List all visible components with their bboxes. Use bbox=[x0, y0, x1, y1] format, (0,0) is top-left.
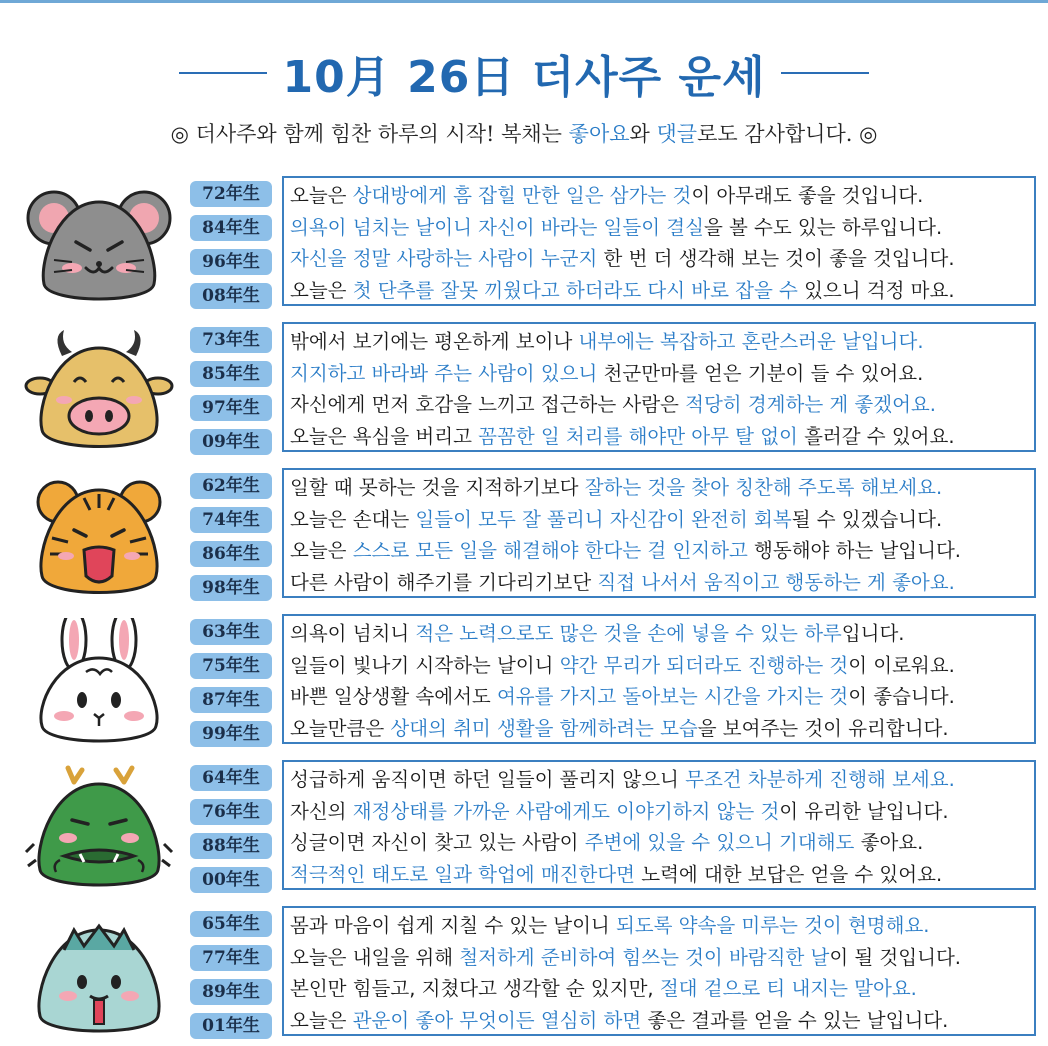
fortune-line bbox=[290, 567, 1028, 599]
year-badge: 88年生 bbox=[190, 833, 272, 859]
fortune-line bbox=[290, 243, 1028, 275]
plain-text: 다른 사람이 해주기를 기다리기보단 bbox=[290, 570, 598, 594]
fortune-row bbox=[0, 468, 1048, 602]
year-badge: 08年生 bbox=[190, 283, 272, 309]
year-badge: 75年生 bbox=[190, 653, 272, 679]
year-badge: 84年生 bbox=[190, 215, 272, 241]
year-badge: 00年生 bbox=[190, 867, 272, 893]
highlight-text: 재정상태를 가까운 사람에게도 이야기하지 않는 것 bbox=[352, 799, 780, 823]
highlight-text: 주변에 있을 수 있으니 기대해도 bbox=[584, 831, 855, 854]
fortune-box bbox=[282, 614, 1036, 744]
plain-text: 될 수 있겠습니다. bbox=[791, 507, 943, 531]
highlight-text: 첫 단추를 잘못 끼웠다고 하더라도 다시 바로 잡을 수 bbox=[352, 278, 798, 302]
highlight-text: 적극적인 태도로 일과 학업에 매진한다면 bbox=[290, 862, 636, 886]
fortune-line bbox=[290, 389, 1028, 421]
plain-text: 바쁜 일상생활 속에서도 bbox=[290, 685, 497, 708]
year-badge: 65年生 bbox=[190, 911, 272, 937]
highlight-text: 상대의 취미 생활을 함께하려는 모습 bbox=[390, 716, 698, 740]
year-badge: 98年生 bbox=[190, 575, 272, 601]
plain-text: 한 번 더 생각해 보는 것이 좋을 것입니다. bbox=[597, 247, 955, 270]
year-badge: 74年生 bbox=[190, 507, 272, 533]
fortune-box bbox=[282, 906, 1036, 1036]
year-badge: 62年生 bbox=[190, 473, 272, 499]
year-badge: 09年生 bbox=[190, 429, 272, 455]
fortune-line bbox=[290, 358, 1028, 390]
fortune-line bbox=[290, 326, 1028, 358]
highlight-text: 약간 무리가 되더라도 진행하는 것 bbox=[559, 653, 849, 677]
plain-text: 자신에게 먼저 호감을 느끼고 접근하는 사람은 bbox=[290, 393, 686, 416]
plain-text: 을 볼 수도 있는 하루입니다. bbox=[703, 215, 943, 239]
year-badges bbox=[190, 468, 274, 602]
year-badge: 85年生 bbox=[190, 361, 272, 387]
year-badge: 77年生 bbox=[190, 945, 272, 971]
year-badge: 96年生 bbox=[190, 249, 272, 275]
highlight-text: 자신을 정말 사랑하는 사람이 누군지 bbox=[290, 247, 598, 270]
title-rule-right bbox=[781, 72, 869, 74]
highlight-text: 잘하는 것을 찾아 칭찬해 주도록 해보세요. bbox=[584, 476, 943, 499]
plain-text: 천군만마를 얻은 기분이 들 수 있어요. bbox=[597, 361, 924, 385]
highlight-text: 적당히 경계하는 게 좋겠어요. bbox=[685, 393, 936, 416]
highlight-text: 절대 겉으로 티 내지는 말아요. bbox=[659, 977, 917, 1000]
plain-text: 입니다. bbox=[841, 622, 905, 645]
rat-icon bbox=[24, 180, 174, 310]
year-badge: 76年生 bbox=[190, 799, 272, 825]
plain-text: 좋은 결과를 얻을 수 있는 날입니다. bbox=[641, 1008, 949, 1032]
tiger-icon bbox=[24, 472, 174, 602]
fortune-line bbox=[290, 859, 1028, 891]
year-badge: 63年生 bbox=[190, 619, 272, 645]
year-badges bbox=[190, 906, 274, 1040]
fortune-line bbox=[290, 942, 1028, 974]
fortune-line bbox=[290, 713, 1028, 745]
fortune-line bbox=[290, 180, 1028, 212]
fortune-box bbox=[282, 468, 1036, 598]
dragon-icon bbox=[24, 764, 174, 894]
plain-text: 오늘은 bbox=[290, 278, 353, 302]
plain-text: 싱글이면 자신이 찾고 있는 사람이 bbox=[290, 831, 585, 854]
title-rule-left bbox=[179, 72, 267, 74]
subtitle-like: 좋아요 bbox=[568, 122, 630, 146]
highlight-text: 여유를 가지고 돌아보는 시간을 가지는 것 bbox=[496, 685, 849, 708]
fortune-line bbox=[290, 504, 1028, 536]
plain-text: 을 보여주는 것이 유리합니다. bbox=[697, 716, 949, 740]
highlight-text: 철저하게 준비하여 힘쓰는 것이 바람직한 날 bbox=[459, 945, 830, 969]
highlight-text: 일들이 모두 잘 풀리니 자신감이 완전히 회복 bbox=[415, 507, 792, 531]
fortune-line bbox=[290, 472, 1028, 504]
fortune-line bbox=[290, 796, 1028, 828]
plain-text: 일들이 빛나기 시작하는 날이니 bbox=[290, 653, 560, 677]
subtitle-comment: 댓글 bbox=[656, 122, 698, 146]
ox-icon bbox=[24, 326, 174, 456]
fortune-row bbox=[0, 760, 1048, 894]
fortune-row bbox=[0, 906, 1048, 1040]
plain-text: 오늘은 bbox=[290, 1008, 353, 1032]
highlight-text: 스스로 모든 일을 해결해야 한다는 걸 인지하고 bbox=[352, 539, 748, 562]
subtitle-mid: 와 bbox=[629, 122, 657, 146]
plain-text: 의욕이 넘치니 bbox=[290, 622, 416, 645]
fortune-row bbox=[0, 176, 1048, 310]
subtitle-suffix: 로도 감사합니다. ◎ bbox=[697, 122, 878, 146]
fortune-box bbox=[282, 176, 1036, 306]
subtitle-prefix: ◎ 더사주와 함께 힘찬 하루의 시작! 복채는 bbox=[170, 122, 569, 146]
year-badge: 73年生 bbox=[190, 327, 272, 353]
fortune-row bbox=[0, 614, 1048, 748]
highlight-text: 되도록 약속을 미루는 것이 현명해요. bbox=[615, 914, 930, 937]
plain-text: 이 유리한 날입니다. bbox=[779, 799, 949, 823]
plain-text: 일할 때 못하는 것을 지적하기보다 bbox=[290, 476, 585, 499]
subtitle bbox=[0, 118, 1048, 148]
plain-text: 있으니 걱정 마요. bbox=[797, 278, 955, 302]
title-bar bbox=[0, 38, 1048, 108]
rabbit-icon bbox=[24, 618, 174, 748]
plain-text: 성급하게 움직이면 하던 일들이 풀리지 않으니 bbox=[290, 768, 686, 791]
highlight-text: 꼼꼼한 일 처리를 해야만 아무 탈 없이 bbox=[478, 424, 798, 448]
plain-text: 오늘은 내일을 위해 bbox=[290, 945, 460, 969]
fortune-box bbox=[282, 322, 1036, 452]
plain-text: 오늘은 손대는 bbox=[290, 507, 416, 531]
top-border bbox=[0, 0, 1048, 3]
highlight-text: 관운이 좋아 무엇이든 열심히 하면 bbox=[352, 1008, 642, 1032]
year-badges bbox=[190, 176, 274, 310]
year-badge: 86年生 bbox=[190, 541, 272, 567]
plain-text: 몸과 마음이 쉽게 지칠 수 있는 날이니 bbox=[290, 914, 616, 937]
year-badge: 87年生 bbox=[190, 687, 272, 713]
plain-text: 노력에 대한 보답은 얻을 수 있어요. bbox=[635, 862, 943, 886]
plain-text: 본인만 힘들고, 지쳤다고 생각할 순 있지만, bbox=[290, 977, 660, 1000]
plain-text: 오늘은 욕심을 버리고 bbox=[290, 424, 479, 448]
plain-text: 오늘은 bbox=[290, 184, 353, 207]
fortune-line bbox=[290, 650, 1028, 682]
year-badges bbox=[190, 760, 274, 894]
plain-text: 밖에서 보기에는 평온하게 보이나 bbox=[290, 330, 579, 353]
snake-icon bbox=[24, 910, 174, 1040]
year-badges bbox=[190, 614, 274, 748]
year-badges bbox=[190, 322, 274, 456]
highlight-text: 직접 나서서 움직이고 행동하는 게 좋아요. bbox=[597, 570, 955, 594]
plain-text: 행동해야 하는 날입니다. bbox=[747, 539, 961, 562]
fortune-line bbox=[290, 421, 1028, 453]
fortune-row bbox=[0, 322, 1048, 456]
year-badge: 64年生 bbox=[190, 765, 272, 791]
plain-text: 이 될 것입니다. bbox=[829, 945, 961, 969]
highlight-text: 지지하고 바라봐 주는 사람이 있으니 bbox=[290, 361, 598, 385]
fortune-line bbox=[290, 1005, 1028, 1037]
fortune-line bbox=[290, 212, 1028, 244]
fortune-line bbox=[290, 764, 1028, 796]
year-badge: 97年生 bbox=[190, 395, 272, 421]
highlight-text: 적은 노력으로도 많은 것을 손에 넣을 수 있는 하루 bbox=[415, 622, 842, 645]
plain-text: 자신의 bbox=[290, 799, 353, 823]
plain-text: 이 아무래도 좋을 것입니다. bbox=[691, 184, 924, 207]
fortune-box bbox=[282, 760, 1036, 890]
plain-text: 이 좋습니다. bbox=[848, 685, 955, 708]
fortune-line bbox=[290, 827, 1028, 859]
year-badge: 72年生 bbox=[190, 181, 272, 207]
year-badge: 89年生 bbox=[190, 979, 272, 1005]
fortune-line bbox=[290, 618, 1028, 650]
highlight-text: 무조건 차분하게 진행해 보세요. bbox=[685, 768, 955, 791]
fortune-line bbox=[290, 910, 1028, 942]
plain-text: 오늘은 bbox=[290, 539, 353, 562]
plain-text: 좋아요. bbox=[854, 831, 924, 854]
plain-text: 이 이로워요. bbox=[848, 653, 955, 677]
highlight-text: 내부에는 복잡하고 혼란스러운 날입니다. bbox=[578, 330, 924, 353]
fortune-line bbox=[290, 275, 1028, 307]
fortune-line bbox=[290, 535, 1028, 567]
highlight-text: 의욕이 넘치는 날이니 자신이 바라는 일들이 결실 bbox=[290, 215, 704, 239]
highlight-text: 상대방에게 흠 잡힐 만한 일은 삼가는 것 bbox=[352, 184, 692, 207]
fortune-line bbox=[290, 973, 1028, 1005]
plain-text: 흘러갈 수 있어요. bbox=[797, 424, 955, 448]
page-title: 10月 26日 더사주 운세 bbox=[282, 52, 766, 103]
plain-text: 오늘만큼은 bbox=[290, 716, 391, 740]
fortune-line bbox=[290, 681, 1028, 713]
year-badge: 01年生 bbox=[190, 1013, 272, 1039]
year-badge: 99年生 bbox=[190, 721, 272, 747]
